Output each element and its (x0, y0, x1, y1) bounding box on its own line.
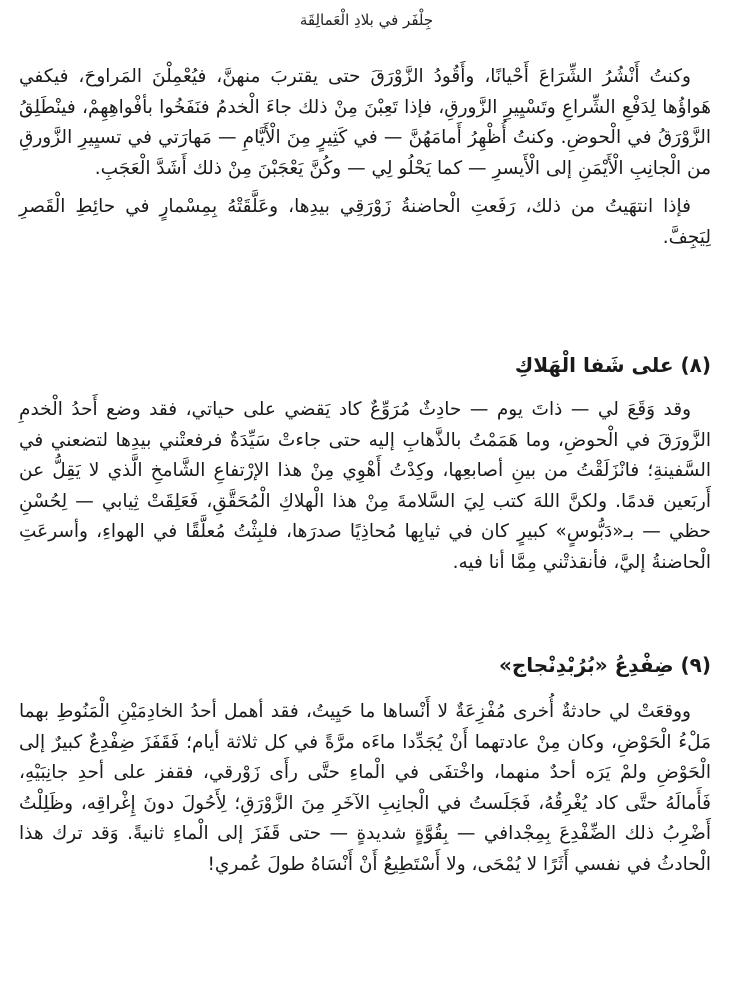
paragraph: وقد وَقَعَ لي — ذاتَ يوم — حادِثٌ مُرَوِّعٌ كاد يَقضي على حياتي، فقد وضع أَحدُ الْخدمِ الزَّورَقَ في الْحوضِ، وما هَمَمْتُ بالذَّهابِ إليه حتى جاءتْ سَيِّدَةٌ فرفعتْني بيدِها لتضعني في السَّفينةِ؛ فانْزَلَقْتُ من بينِ أصابعِها، وكِدْتُ أَهْوِي مِنْ هذا الإرْتفاعِ الشَّامخِ الَّذي لا يَقِلُّ عن أَربَعين قدمًا. ولكنَّ اللهَ كتب لِيَ السَّلامةَ مِنْ هذا الْهلاكِ الْمُحَقَّقِ، فَعَلِقَتْ ثِيابي — لِحُسْنِ حظي — بـ«دَبُّوسٍ» كبيرٍ كان في ثيابِها مُحاذِيًا صدرَها، فلبِثْتُ مُعلَّقًا في الهواءِ، وأسرعَتِ الْحاضنةُ إليَّ، فأنقذتْني مِمَّا أنا فيه. (19, 399, 711, 573)
running-header: جِلْفَر في بلادِ الْعَمالِقَة (299, 11, 434, 29)
paragraph: ووقعَتْ لي حادثةٌ أُخرى مُفْزِعَةٌ لا أَنْساها ما حَيِيتُ، فقد أهمل أحدُ الخادِمَيْنِ الْمَنُوطِ بهما مَلْءُ الْحَوْضِ، وكان مِنْ عادتهما أَنْ يُجَدِّدا ماءَه مرَّةً في كل ثلاثة أيام؛ فَقَفَزَ ضِفْدِعٌ كبيرٌ إلى الْحَوْضِ ولمْ يَرَه أحدٌ منهما، واخْتفَى في الْماءِ حتَّى رأَى زَوْرقي، فقفز على أحدِ جانِبَيْهِ، فَأَمالَهُ حتَّى كاد يُغْرِقُهُ، فَجَلَستُ في الْجانِبِ الآخَرِ مِنَ الزَّوْرَقِ؛ لِأَحُولَ دونَ إِغْراقِه، وظَلِلْتُ أَضْرِبُ ذلك الضِّفْدِعَ بِمِجْدافي — بِقُوَّةٍ شديدةٍ — حتى قَفَزَ إلى الْماءِ ثانيةً. وَقد ترك هذا الْحادثُ في نفسي أَثَرًا لا يُمْحَى، ولا أَسْتَطِيعُ أَنْ أَنْسَاهُ طولَ عُمري! (19, 701, 711, 875)
intro-text-block (19, 62, 711, 253)
paragraph: فإذا انتهَيتُ من ذلك، رَفَعتِ الْحاضنةُ زَوْرَقِي بيدِها، وعَلَّقَتْهُ بِمِسْمارٍ في حائِطِ الْقَصرِ لِيَجِفَّ. (19, 196, 711, 248)
section-text-block (19, 395, 711, 578)
section-heading: (٩) ضِفْدِعُ «بُرُبْدِنْجاج» (498, 653, 711, 677)
paragraph: وكنتُ أَنْشُرُ الشِّرَاعَ أَحْيانًا، وأَقُودُ الزَّوْرَقَ حتى يقتربَ منهنَّ، فيُعْمِلْنَ المَراوحَ، فيكفي هَواؤُها لِدَفْعِ الشِّراعِ وتَسْيِيرِ الزَّورقِ، فإذا تَعِبْنَ مِنْ ذلك جاءَ الْخدمُ فنَفَخُوا بأفْواهِهِمْ، فينْطَلِقُ الزَّوْرَقُ في الْحوضِ. وكنتُ أُظْهِرُ أَمامَهُنَّ — في كَثِيرٍ مِنَ الْأَيَّامِ — مَهارَتي في تسيِيرِ الزَّورقِ من الْجانِبِ الْأَيْمَنِ إلى الْأَيسرِ — كما يَحْلُو لِي — وكُنَّ يَعْجَبْنَ مِنْ ذلك أَشَدَّ الْعَجَبِ. (19, 66, 711, 179)
section-heading: (٨) على شَفا الْهَلاكِ (514, 353, 711, 377)
section-text-block (19, 697, 711, 880)
